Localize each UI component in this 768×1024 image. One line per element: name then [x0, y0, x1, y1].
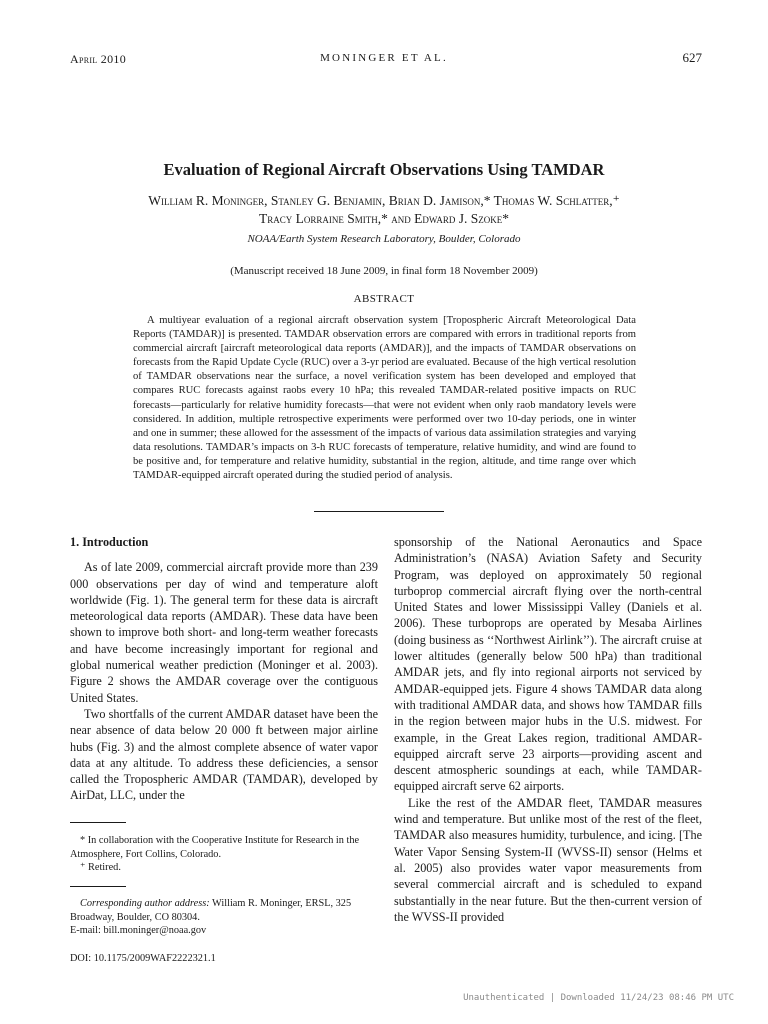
author-list	[70, 192, 698, 228]
abstract-heading: ABSTRACT	[353, 293, 415, 305]
footnote-retired: ⁺ Retired.	[80, 862, 121, 874]
running-header-authors: MONINGER ET AL.	[320, 52, 448, 64]
running-header-date: April 2010	[70, 52, 127, 66]
section-heading: 1. Introduction	[70, 535, 149, 549]
footnote-collab: * In collaboration with the Cooperative Institute for Research in the Atmosphere, Fort Collins, Colorado.	[70, 835, 360, 860]
paper-title: Evaluation of Regional Aircraft Observations Using TAMDAR	[163, 160, 605, 179]
left-column	[70, 534, 378, 804]
abstract	[133, 314, 636, 483]
paragraph: Like the rest of the AMDAR fleet, TAMDAR measures wind and temperature. But unlike most of the rest of the fleet, TAMDAR also measures humidity, turbulence, and icing. [The Water Vapor Sensing System-II (WVSS-II) sensor (Helms et al. 2005) also provides water vapor measurements from several commercial aircraft and is scheduled to expand substantially in the near future. But the then-current version of the WVSS-II provided	[394, 795, 702, 924]
email-address: E-mail: bill.moninger@noaa.gov	[70, 925, 207, 937]
footnotes	[70, 834, 378, 875]
paragraph: Two shortfalls of the current AMDAR dataset have been the near absence of data below 20 000 ft between major airline hubs (Fig. 3) and the almost complete absence of water vapor data at any altitude. To address these deficiencies, a sensor called the Tropospheric AMDAR (TAMDAR), developed by AirDat, LLC, under the	[70, 706, 378, 803]
paragraph: sponsorship of the National Aeronautics and Space Administration’s (NASA) Aviation Safety and Security Program, was deployed on approximately 50 regional turboprop commercial aircraft flying over the north-central United States and lower Mississippi Valley (Daniels et al. 2006). These turboprops are operated by Mesaba Airlines (doing business as ‘‘Northwest Airlink’’). The aircraft cruise at lower altitudes (generally below 500 hPa) than traditional AMDAR jets, and fly into regional airports not serviced by AMDAR-equipped jets. Figure 4 shows TAMDAR data along with traditional AMDAR data, and shows how TAMDAR fills in the region between major hubs in the U.S. midwest. For example, in the Great Lakes region, traditional AMDAR-equipped aircraft serve 23 airports—providing ascent and descent atmospheric soundings at each, while TAMDAR-equipped aircraft serve 62 airports.	[394, 535, 702, 794]
download-notice: Unauthenticated | Downloaded 11/24/23 08:46 PM UTC	[463, 993, 734, 1003]
corresponding-address: William R. Moninger, ERSL, 325 Broadway, Boulder, CO 80304.	[70, 898, 352, 923]
page-number: 627	[682, 50, 702, 65]
corresponding-author	[70, 897, 378, 938]
footnote-divider	[70, 822, 126, 823]
manuscript-dates: (Manuscript received 18 June 2009, in final form 18 November 2009)	[230, 265, 538, 277]
abstract-divider	[314, 511, 444, 512]
footnote-divider	[70, 886, 126, 887]
affiliation: NOAA/Earth System Research Laboratory, Boulder, Colorado	[247, 233, 521, 245]
corresponding-label: Corresponding author address:	[80, 898, 210, 909]
author-line-1: William R. Moninger, Stanley G. Benjamin, Brian D. Jamison,* Thomas W. Schlatter,⁺	[148, 193, 620, 208]
abstract-text: A multiyear evaluation of a regional aircraft observation system [Tropospheric Aircraft Meteorological Data Reports (TAMDAR)] is presented. TAMDAR observation errors are compared with errors in traditional reports from commercial aircraft [aircraft meteorological data reports (AMDAR)], and the impacts of TAMDAR observations on forecasts from the Rapid Update Cycle (RUC) over a 3-yr period are evaluated. Because of the high vertical resolution of TAMDAR observations near the surface, a novel verification system has been developed and employed that compares RUC forecasts against raobs every 10 hPa; this revealed TAMDAR-related positive impacts on RUC forecasts—particularly for relative humidity forecasts—that were not evident when only raob mandatory levels were considered. In addition, multiple retrospective experiments were performed over two 10-day periods, one in winter and one in summer; these allowed for the assessment of the impacts of various data assimilation strategies and varying data resolutions. TAMDAR’s impacts on 3-h RUC forecasts of temperature, relative humidity, and wind are found to be positive and, for temperature and relative humidity, substantial in the region, altitude, and time range over which TAMDAR-equipped aircraft operated during the studied period of analysis.	[133, 315, 636, 482]
paragraph: As of late 2009, commercial aircraft provide more than 239 000 observations per day of wind and temperature aloft worldwide (Fig. 1). The general term for these data is aircraft meteorological data reports (AMDAR). These data have been shown to improve both short- and long-term weather forecasts and have become increasingly important for regional and global numerical weather prediction (Moninger et al. 2003). Figure 2 shows the AMDAR coverage over the contiguous United States.	[70, 560, 378, 705]
doi: DOI: 10.1175/2009WAF2222321.1	[70, 953, 216, 964]
right-column	[394, 534, 702, 925]
author-line-2: Tracy Lorraine Smith,* and Edward J. Szoke*	[258, 211, 509, 226]
